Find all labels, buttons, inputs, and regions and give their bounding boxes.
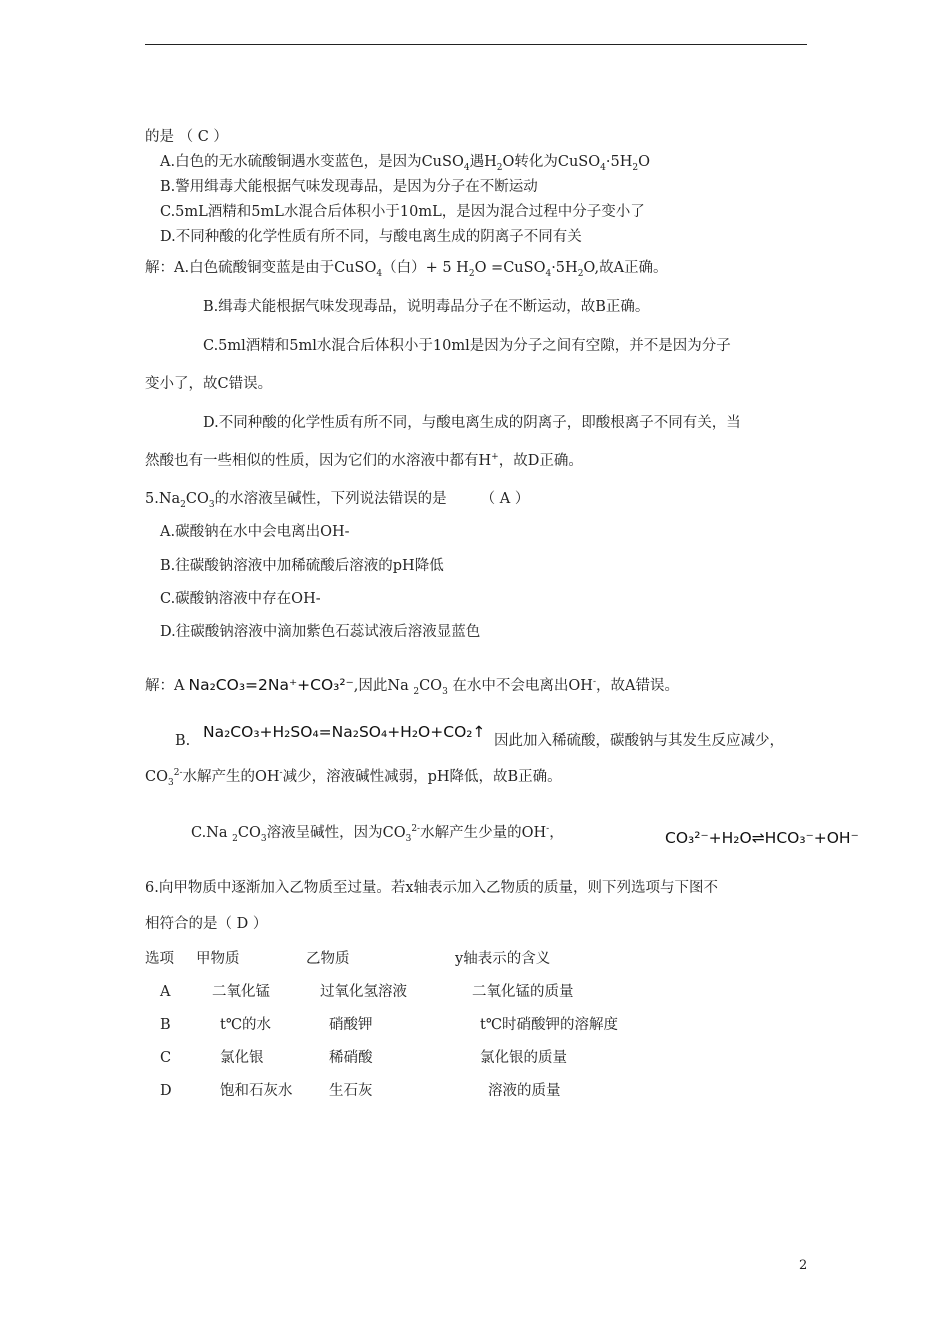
table-header-substance-a: 甲物质	[196, 951, 240, 967]
table-cell: C	[160, 1050, 172, 1066]
table-cell: 饱和石灰水	[220, 1083, 293, 1099]
q5-equation-c: CO₃²⁻+H₂O⇌HCO₃⁻+OH⁻	[665, 829, 859, 847]
q4-option-a: A.白色的无水硫酸铜遇水变蓝色，是因为CuSO$_4$遇$H_2O$转化为$CuSO_4\cdot 5H_2O$	[160, 154, 650, 173]
table-cell: 氯化银	[220, 1050, 264, 1066]
table-cell: B	[160, 1017, 171, 1033]
q4-solution-c-line1: C.5ml酒精和5ml水混合后体积小于10ml是因为分子之间有空隙，并不是因为分子	[203, 338, 731, 354]
table-cell: 稀硝酸	[329, 1050, 373, 1066]
table-cell: 过氧化氢溶液	[320, 984, 407, 1000]
table-cell: D	[160, 1083, 172, 1099]
table-cell: 硝酸钾	[329, 1017, 373, 1033]
table-header-substance-b: 乙物质	[306, 951, 350, 967]
q6-stem-line1: 6.向甲物质中逐渐加入乙物质至过量。若x轴表示加入乙物质的质量，则下列选项与下图不	[145, 880, 719, 896]
table-cell: t℃时硝酸钾的溶解度	[480, 1017, 619, 1033]
q4-solution-a: 解：A.白色硫酸铜变蓝是由于CuSO$_4$（白）+ 5 $H_2O$ $=CuSO_4\cdot 5H_2O$,故A正确。	[145, 260, 668, 279]
table-cell: 溶液的质量	[488, 1083, 561, 1099]
table-header-option: 选项	[145, 951, 174, 967]
q5-stem: $5.Na_2CO_3$的水溶液呈碱性，下列说法错误的是 （ A ）	[145, 491, 530, 510]
q5-equation-b: Na₂CO₃+H₂SO₄=Na₂SO₄+H₂O+CO₂↑	[203, 723, 486, 741]
q4-option-b: B.警用缉毒犬能根据气味发现毒品，是因为分子在不断运动	[160, 179, 538, 195]
table-cell: t℃的水	[220, 1017, 272, 1033]
q4-option-c: C.5mL酒精和5mL水混合后体积小于10mL，是因为混合过程中分子变小了	[160, 204, 645, 220]
q5-option-d: D.往碳酸钠溶液中滴加紫色石蕊试液后溶液显蓝色	[160, 624, 481, 640]
q5-option-c: C.碳酸钠溶液中存在OH-	[160, 591, 321, 607]
q4-solution-b: B.缉毒犬能根据气味发现毒品，说明毒品分子在不断运动，故B正确。	[203, 299, 650, 315]
q5-solution-b-text: 因此加入稀硫酸，碳酸钠与其发生反应减少，	[494, 733, 784, 749]
table-cell: 生石灰	[329, 1083, 373, 1099]
q5-option-b: B.往碳酸钠溶液中加稀硫酸后溶液的pH降低	[160, 558, 444, 574]
q4-solution-d-line1: D.不同种酸的化学性质有所不同，与酸电离生成的阴离子，即酸根离子不同有关，当	[203, 415, 741, 431]
header-rule	[145, 44, 807, 45]
q5-equation-a: Na₂CO₃=2Na⁺+CO₃²⁻	[188, 676, 354, 694]
table-header-y-axis: y轴表示的含义	[455, 951, 551, 967]
q5-solution-b-label: B.	[175, 733, 191, 749]
q4-solution-d-line2: 然酸也有一些相似的性质，因为它们的水溶液中都有H+，故D正确。	[145, 452, 583, 469]
q5-solution-a: 解：A Na₂CO₃=2Na⁺+CO₃²⁻,因此Na $_2CO_3$ 在水中不会电离出OH-，故A错误。	[145, 676, 679, 697]
q5-option-a: A.碳酸钠在水中会电离出OH-	[160, 524, 350, 540]
table-cell: 二氧化锰的质量	[472, 984, 574, 1000]
table-cell: A	[160, 984, 171, 1000]
table-cell: 二氧化锰	[212, 984, 270, 1000]
q5-solution-c: C.Na $_2CO_3$溶液呈碱性，因为$CO_3^{2-}$水解产生少量的OH-，	[191, 824, 564, 844]
q6-stem-line2: 相符合的是（ D ）	[145, 916, 268, 932]
page-number: 2	[799, 1258, 808, 1273]
q5-solution-b-line2: $CO_3^{2-}$水解产生的OH-减少，溶液碱性减弱，pH降低，故B正确。	[145, 768, 562, 788]
table-cell: 氯化银的质量	[480, 1050, 567, 1066]
q4-option-d: D.不同种酸的化学性质有所不同，与酸电离生成的阴离子不同有关	[160, 229, 582, 245]
q4-solution-c-line2: 变小了，故C错误。	[145, 376, 273, 392]
q4-stem: 的是 （ C ）	[145, 129, 228, 145]
